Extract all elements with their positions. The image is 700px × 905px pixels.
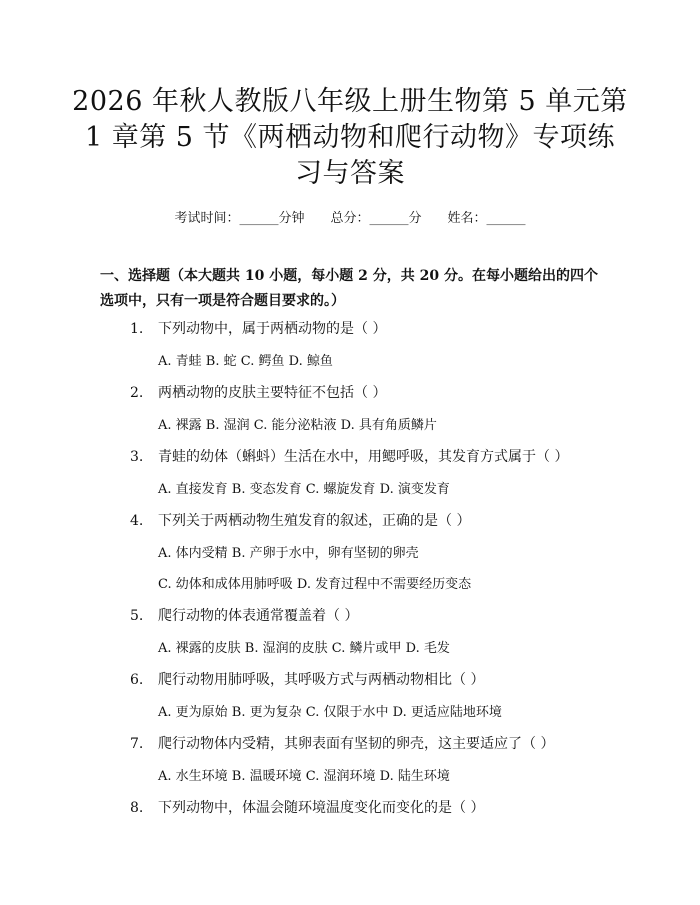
question-options: A. 更为原始 B. 更为复杂 C. 仅限于水中 D. 更适应陆地环境 [158, 705, 502, 720]
question-text: 下列动物中，属于两栖动物的是（ ） [158, 321, 387, 337]
question-options: A. 裸露 B. 湿润 C. 能分泌粘液 D. 具有角质鳞片 [158, 418, 437, 433]
exam-score: 总分：______分 [330, 211, 422, 226]
question-number: 3. [130, 449, 144, 465]
question-options: A. 体内受精 B. 产卵于水中，卵有坚韧的卵壳 [158, 546, 419, 561]
title-line-3: 习与答案 [295, 158, 405, 189]
question-number: 4. [130, 513, 144, 529]
question [130, 318, 386, 338]
question-options: A. 裸露的皮肤 B. 湿润的皮肤 C. 鳞片或甲 D. 毛发 [158, 641, 450, 656]
question-number: 6. [130, 672, 144, 688]
question [130, 382, 386, 402]
question-number: 2. [130, 385, 144, 401]
question-number: 5. [130, 608, 144, 624]
question-options: C. 幼体和成体用肺呼吸 D. 发育过程中不需要经历变态 [158, 577, 472, 592]
question [130, 605, 358, 625]
document-title [70, 84, 630, 192]
question [130, 669, 484, 689]
question-text: 爬行动物体内受精，其卵表面有坚韧的卵壳，这主要适应了（ ） [158, 736, 555, 752]
question-options: A. 青蛙 B. 蛇 C. 鳄鱼 D. 鲸鱼 [158, 354, 333, 369]
question-options: A. 水生环境 B. 温暖环境 C. 湿润环境 D. 陆生环境 [158, 769, 450, 784]
question-number: 8. [130, 800, 144, 816]
question-number: 1. [130, 321, 144, 337]
question [130, 733, 554, 753]
exam-name: 姓名：______ [447, 211, 526, 226]
question-text: 青蛙的幼体（蝌蚪）生活在水中，用鳃呼吸，其发育方式属于（ ） [158, 449, 569, 465]
question-text: 下列动物中，体温会随环境温度变化而变化的是（ ） [158, 800, 485, 816]
question-number: 7. [130, 736, 144, 752]
question [130, 510, 470, 530]
question-text: 下列关于两栖动物生殖发育的叙述，正确的是（ ） [158, 513, 471, 529]
exam-time: 考试时间：______分钟 [174, 211, 305, 226]
title-line-1: 2026 年秋人教版八年级上册生物第 5 单元第 [72, 86, 628, 117]
question [130, 797, 484, 817]
question-text: 爬行动物用肺呼吸，其呼吸方式与两栖动物相比（ ） [158, 672, 485, 688]
title-line-2: 1 章第 5 节《两栖动物和爬行动物》专项练 [84, 122, 616, 153]
section-heading: 一、选择题（本大题共 10 小题，每小题 2 分，共 20 分。在每小题给出的四个选项中，只有一项是符合题目要求的。） [100, 268, 598, 309]
question-options: A. 直接发育 B. 变态发育 C. 螺旋发育 D. 演变发育 [158, 482, 450, 497]
question [130, 446, 568, 466]
exam-meta [0, 207, 700, 226]
question-text: 爬行动物的体表通常覆盖着（ ） [158, 608, 359, 624]
question-text: 两栖动物的皮肤主要特征不包括（ ） [158, 385, 387, 401]
